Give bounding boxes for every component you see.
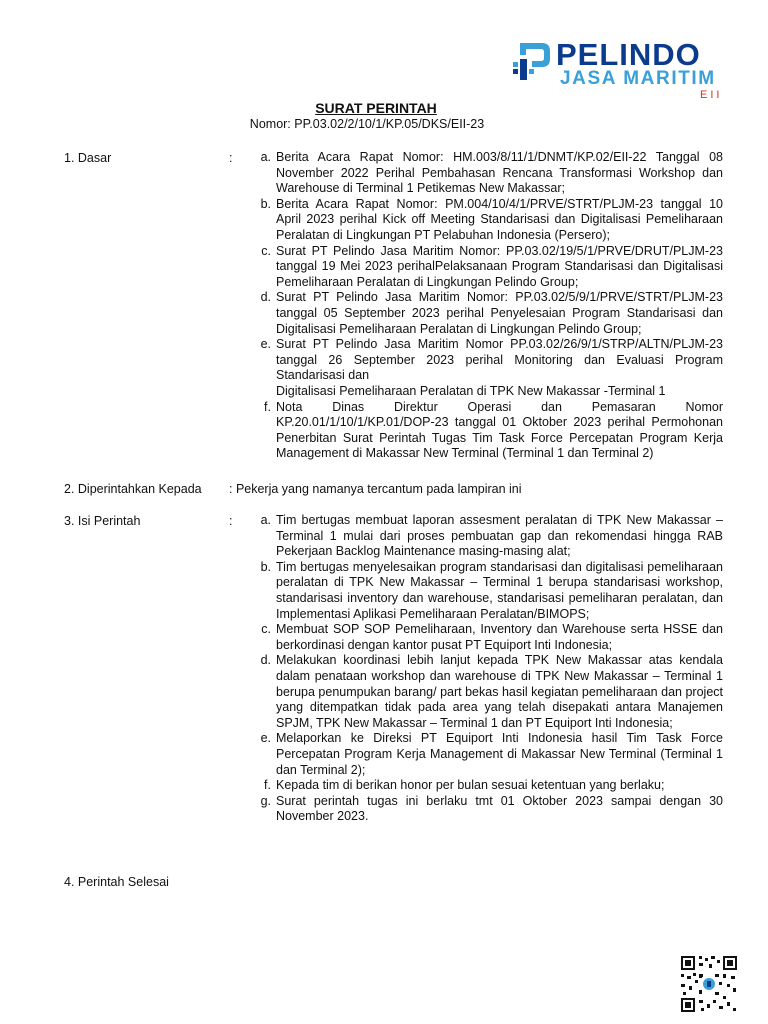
logo-subtitle: JASA MARITIM <box>560 68 716 89</box>
item-text: Nota Dinas Direktur Operasi dan Pemasaran Nomor KP.20.01/1/10/1/KP.01/DOP-23 tanggal 01 Oktober 2023 perihal Permohonan Penerbitan Surat Perintah Tugas Tim Task Force Percepatan Program Kerja Management di Makassar New Terminal (Terminal 1 dan Terminal 2) <box>276 399 723 461</box>
list-item <box>253 244 723 291</box>
item-marker: f. <box>264 399 271 414</box>
item-text: Melaporkan ke Direksi PT Equiport Inti Indonesia hasil Tim Task Force Percepatan Program Kerja Management di Makassar New Terminal (Terminal 1 dan Terminal 2); <box>276 731 723 777</box>
isi-list <box>253 513 723 825</box>
list-item <box>253 400 723 462</box>
item-marker: c. <box>261 622 271 637</box>
pelindo-logo-icon <box>512 40 552 82</box>
item-text: Surat PT Pelindo Jasa Maritim Nomor: PP.03.02/5/9/1/PRVE/STRT/PLJM-23 tanggal 05 September 2023 perihal Penyelesaian Program Standarisasi dan Digitalisasi Pemeliharaan Peralatan di Lingkungan Pelindo Group; <box>276 290 723 336</box>
list-item <box>253 337 723 384</box>
item-marker: e. <box>260 731 271 746</box>
section-dasar-label: 1. Dasar <box>64 151 112 165</box>
item-text: Berita Acara Rapat Nomor: HM.003/8/11/1/DNMT/KP.02/EII-22 Tanggal 08 November 2022 Perihal Pembahasan Rencana Transformasi Workshop dan Warehouse di Terminal 1 Petikemas New Makassar; <box>276 150 723 196</box>
list-item <box>253 513 723 560</box>
document-number: Nomor: PP.03.02/2/10/1/KP.05/DKS/EII-23 <box>249 117 485 131</box>
item-marker: e. <box>260 337 271 352</box>
item-text: Surat perintah tugas ini berlaku tmt 01 Oktober 2023 sampai dengan 30 November 2023. <box>276 793 723 824</box>
list-item <box>253 150 723 197</box>
item-text: Melakukan koordinasi lebih lanjut kepada TPK New Makassar atas kendala dalam penataan workshop dan warehouse di TPK New Makassar – Terminal 1 berupa penumpukan barang/ part bekas hasil kegiatan pemeliharaan dan project yang ditempatkan tidak pada area yang telah disepakati antara Manajemen SPJM, TPK New Makassar – Terminal 1 dan PT Equiport Inti Indonesia; <box>276 653 723 730</box>
qr-code-icon <box>679 954 739 1014</box>
dasar-list <box>253 150 723 462</box>
item-text: Surat PT Pelindo Jasa Maritim Nomor PP.03.02/26/9/1/STRP/ALTN/PLJM-23 tanggal 26 September 2023 perihal Monitoring dan Evaluasi Program Standarisasi dan <box>276 337 723 383</box>
item-text: Berita Acara Rapat Nomor: PM.004/10/4/1/PRVE/STRT/PLJM-23 tanggal 10 April 2023 perihal Kick off Meeting Standarisasi dan Digitalisasi Pemeliharaan Peralatan di Lingkungan PT Pelabuhan Indonesia (Persero); <box>276 196 723 242</box>
list-item <box>253 653 723 731</box>
item-marker: c. <box>261 243 271 258</box>
section-selesai-label: 4. Perintah Selesai <box>64 875 169 889</box>
item-marker: b. <box>260 559 271 574</box>
logo-code: EII <box>700 89 723 101</box>
section-diperintahkan-label: 2. Diperintahkan Kepada <box>64 482 202 496</box>
list-item <box>253 384 723 400</box>
list-item <box>253 290 723 337</box>
company-logo <box>510 38 725 104</box>
item-text: Digitalisasi Pemeliharaan Peralatan di TPK New Makassar -Terminal 1 <box>276 383 666 398</box>
item-marker: g. <box>260 793 271 808</box>
item-marker: d. <box>260 290 271 305</box>
item-marker: d. <box>260 653 271 668</box>
list-item <box>253 778 723 794</box>
section-dasar-colon: : <box>229 151 233 165</box>
item-text: Surat PT Pelindo Jasa Maritim Nomor: PP.03.02/19/5/1/PRVE/DRUT/PLJM-23 tanggal 19 Mei 2023 perihalPelaksanaan Program Standarisasi dan Digitalisasi Pemeliharaan Peralatan di Lingkungan Pelindo Group; <box>276 243 723 289</box>
item-text: Tim bertugas membuat laporan assesment peralatan di TPK New Makassar – Terminal 1 mulai dari proses pembuatan gap dan rekomendasi hingga RAB Pekerjaan Backlog Maintenance masing-masing alat; <box>276 513 723 559</box>
section-isi-label: 3. Isi Perintah <box>64 514 141 528</box>
list-item <box>253 560 723 622</box>
item-text: Membuat SOP SOP Pemeliharaan, Inventory dan Warehouse serta HSSE dan berkordinasi dengan kantor pusat PT Equiport Inti Indonesia; <box>276 622 723 652</box>
item-marker: a. <box>260 513 271 527</box>
logo-name: PELINDO <box>556 37 701 72</box>
item-text: Kepada tim di berikan honor per bulan sesuai ketentuan yang berlaku; <box>276 778 665 793</box>
item-marker: f. <box>264 778 271 793</box>
section-isi-colon: : <box>229 514 233 528</box>
item-marker: a. <box>260 150 271 164</box>
item-marker: b. <box>260 196 271 211</box>
list-item <box>253 731 723 778</box>
list-item <box>253 622 723 653</box>
item-text: Tim bertugas menyelesaikan program standarisasi dan digitalisasi pemeliharaan peralatan di TPK New Makassar – Terminal 1 berupa standarisasi workshop, standarisasi inventory dan warehouse, standarisasi pemeliharan peralatan, dan Implementasi Aplikasi Pemeliharaan Peralatan/BIMOPS; <box>276 559 723 621</box>
list-item <box>253 794 723 825</box>
document-title <box>0 100 768 116</box>
list-item <box>253 197 723 244</box>
document-title-text: SURAT PERINTAH <box>315 100 437 116</box>
section-diperintahkan-value: : Pekerja yang namanya tercantum pada lampiran ini <box>229 482 522 496</box>
